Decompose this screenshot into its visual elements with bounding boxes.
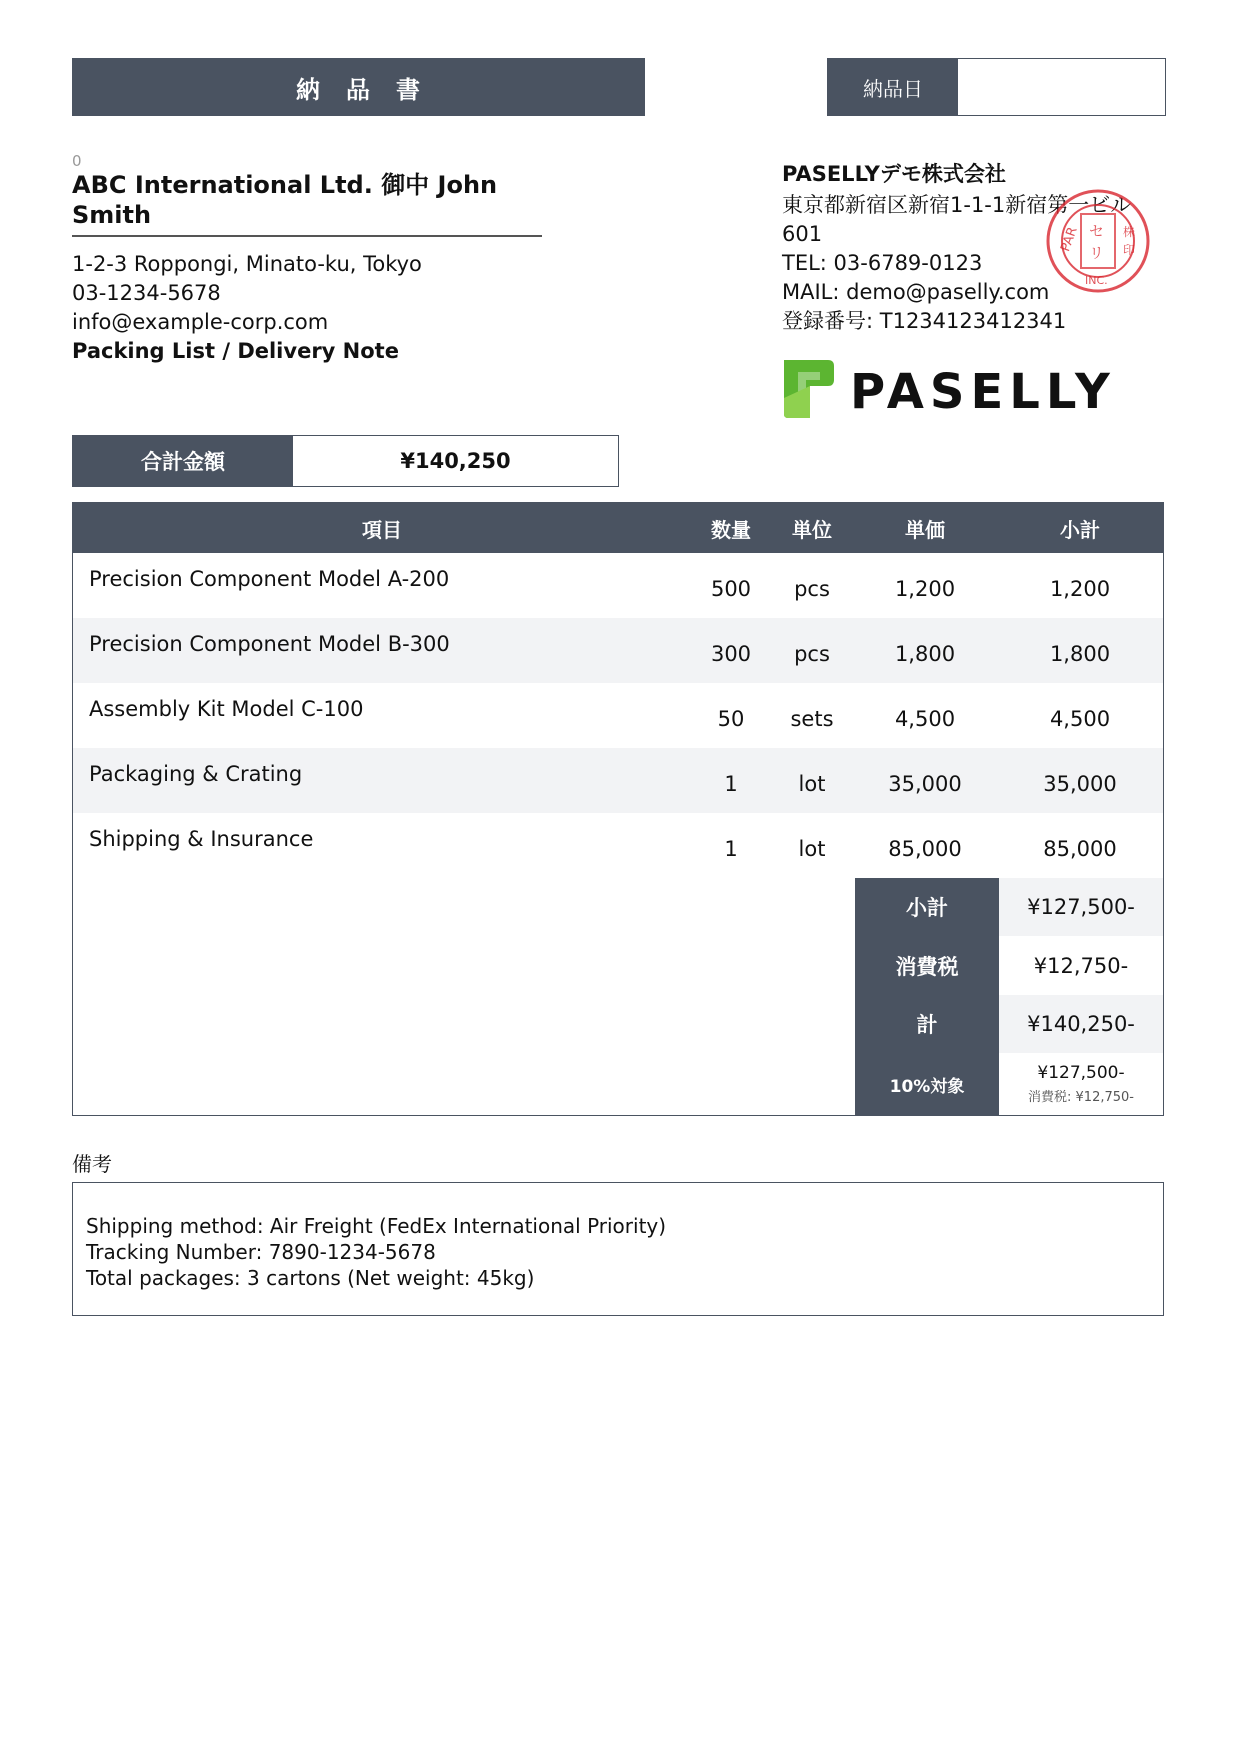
header-price: 単価 bbox=[905, 517, 945, 542]
table-row bbox=[73, 553, 1163, 618]
delivery-date-label: 納品日 bbox=[828, 59, 958, 115]
summary-subtotal-label: 小計 bbox=[855, 878, 999, 936]
row-subtotal: 4,500 bbox=[1049, 706, 1111, 731]
grand-total-value: ¥140,250 bbox=[400, 449, 511, 473]
customer-address: 1-2-3 Roppongi, Minato-ku, Tokyo bbox=[72, 252, 422, 276]
customer-number: 0 bbox=[72, 152, 82, 170]
notes-line: Tracking Number: 7890-1234-5678 bbox=[86, 1240, 436, 1264]
delivery-date-value[interactable] bbox=[958, 59, 1165, 115]
header-qty: 数量 bbox=[711, 517, 751, 542]
company-mail: MAIL: demo@paselly.com bbox=[782, 280, 1050, 304]
summary-total-row bbox=[855, 995, 1163, 1053]
row-qty: 1 bbox=[724, 836, 738, 861]
company-address-room: 601 bbox=[782, 222, 823, 246]
document-type-label: Packing List / Delivery Note bbox=[72, 339, 399, 363]
svg-text:PAR: PAR bbox=[1058, 225, 1081, 254]
row-item-name: Shipping & Insurance bbox=[89, 827, 314, 851]
row-subtotal: 1,200 bbox=[1049, 576, 1111, 601]
row-subtotal: 85,000 bbox=[1043, 836, 1117, 861]
summary-tax-row bbox=[855, 936, 1163, 995]
svg-text:印: 印 bbox=[1123, 243, 1136, 257]
row-qty: 50 bbox=[717, 706, 745, 731]
notes-line: Total packages: 3 cartons (Net weight: 45kg) bbox=[86, 1266, 535, 1290]
grand-total-label: 合計金額 bbox=[73, 436, 293, 486]
row-qty: 1 bbox=[724, 771, 738, 796]
header-subtotal: 小計 bbox=[1060, 517, 1100, 542]
paselly-logo-icon bbox=[780, 358, 1120, 420]
summary-total-value: ¥140,250- bbox=[999, 995, 1163, 1053]
row-qty: 500 bbox=[710, 576, 752, 601]
svg-text:株: 株 bbox=[1123, 225, 1136, 239]
row-price: 1,200 bbox=[894, 576, 956, 601]
customer-name: ABC International Ltd. 御中 John Smith bbox=[72, 171, 498, 229]
notes-label: 備考 bbox=[72, 1152, 112, 1176]
notes-line: Shipping method: Air Freight (FedEx International Priority) bbox=[86, 1214, 667, 1238]
company-tel: TEL: 03-6789-0123 bbox=[782, 251, 983, 275]
summary-subtotal-row bbox=[855, 878, 1163, 936]
row-item-name: Precision Component Model B-300 bbox=[89, 632, 450, 656]
table-header bbox=[73, 503, 1163, 553]
table-row bbox=[73, 683, 1163, 748]
summary-rate-row bbox=[855, 1053, 1163, 1115]
summary-subtotal-value: ¥127,500- bbox=[999, 878, 1163, 936]
row-subtotal: 1,800 bbox=[1049, 641, 1111, 666]
row-price: 85,000 bbox=[888, 836, 962, 861]
logo-wordmark: PASELLY bbox=[850, 364, 1116, 420]
customer-info bbox=[72, 250, 422, 366]
row-unit: lot bbox=[798, 836, 826, 861]
summary-rate-values bbox=[999, 1053, 1163, 1115]
summary-tax-value: ¥12,750- bbox=[1033, 953, 1129, 978]
summary-rate-tax: 消費税: ¥12,750- bbox=[1028, 1090, 1134, 1105]
row-qty: 300 bbox=[710, 641, 752, 666]
customer-phone: 03-1234-5678 bbox=[72, 281, 221, 305]
row-subtotal: 35,000 bbox=[1043, 771, 1117, 796]
row-item-name: Packaging & Crating bbox=[89, 762, 303, 786]
company-registration: 登録番号: T1234123412341 bbox=[782, 309, 1067, 333]
delivery-date-box bbox=[827, 58, 1166, 116]
row-price: 1,800 bbox=[894, 641, 956, 666]
svg-text:セ: セ bbox=[1089, 222, 1105, 240]
company-seal-stamp bbox=[1045, 188, 1151, 294]
summary-total-label: 計 bbox=[855, 995, 999, 1053]
svg-text:INC.: INC. bbox=[1085, 274, 1108, 287]
customer-email: info@example-corp.com bbox=[72, 310, 329, 334]
row-price: 35,000 bbox=[888, 771, 962, 796]
header-unit: 単位 bbox=[792, 517, 832, 542]
company-logo bbox=[780, 358, 1120, 420]
row-price: 4,500 bbox=[894, 706, 956, 731]
notes-box bbox=[72, 1182, 1164, 1316]
document-title: 納 品 書 bbox=[72, 58, 645, 116]
grand-total-box bbox=[72, 435, 619, 487]
table-row bbox=[73, 618, 1163, 683]
row-unit: sets bbox=[790, 706, 834, 731]
row-item-name: Assembly Kit Model C-100 bbox=[89, 697, 364, 721]
summary-tax-label: 消費税 bbox=[855, 936, 999, 995]
row-unit: lot bbox=[798, 771, 826, 796]
table-row bbox=[73, 813, 1163, 878]
summary-rate-label: 10%対象 bbox=[855, 1053, 999, 1115]
header-item: 項目 bbox=[362, 517, 402, 542]
items-table bbox=[72, 502, 1164, 1116]
company-address: 東京都新宿区新宿1-1-1新宿第一ビル bbox=[782, 193, 1132, 217]
summary-rate-base: ¥127,500- bbox=[1037, 1063, 1125, 1083]
row-item-name: Precision Component Model A-200 bbox=[89, 567, 450, 591]
company-name: PASELLYデモ株式会社 bbox=[782, 162, 1006, 186]
row-unit: pcs bbox=[794, 641, 830, 666]
row-unit: pcs bbox=[794, 576, 830, 601]
table-row bbox=[73, 748, 1163, 813]
svg-text:リ: リ bbox=[1089, 244, 1105, 262]
customer-underline bbox=[72, 235, 542, 237]
